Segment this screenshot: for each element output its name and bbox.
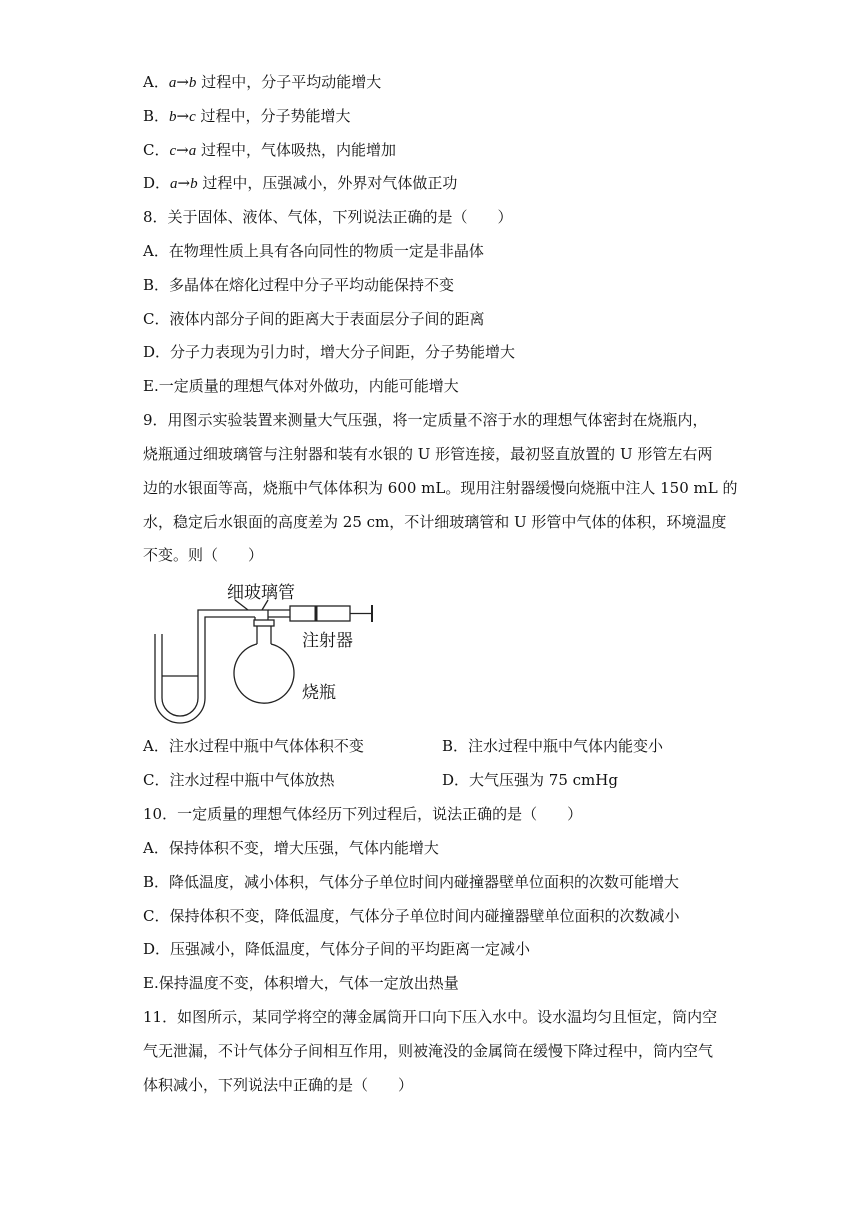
syringe-barrel xyxy=(290,606,350,621)
glass-tube-lower xyxy=(205,617,255,656)
apparatus-figure xyxy=(150,576,390,726)
q11-stem-line-3: 体积减小，下列说法中正确的是（ ） xyxy=(143,1076,414,1094)
flask-bulb xyxy=(234,644,294,703)
q9-option-d: D．大气压强为 75 cmHg xyxy=(442,771,618,789)
q8-stem: 8．关于固体、液体、气体，下列说法正确的是（ ） xyxy=(143,208,513,226)
flask-label: 烧瓶 xyxy=(302,683,336,703)
q9-stem-line-2: 烧瓶通过细玻璃管与注射器和装有水银的 U 形管连接，最初竖直放置的 U 形管左右两 xyxy=(143,445,713,463)
q8-option-c: C．液体内部分子间的距离大于表面层分子间的距离 xyxy=(143,310,485,328)
q9-stem-line-1: 9．用图示实验装置来测量大气压强，将一定质量不溶于水的理想气体密封在烧瓶内， xyxy=(143,411,708,429)
q7-option-c: C．c→a 过程中，气体吸热，内能增加 xyxy=(143,141,397,159)
q10-option-a: A．保持体积不变，增大压强，气体内能增大 xyxy=(143,839,439,857)
glass-tube-label: 细玻璃管 xyxy=(227,583,295,603)
q10-option-d: D．压强减小，降低温度，气体分子间的平均距离一定减小 xyxy=(143,940,531,958)
q8-option-d: D．分子力表现为引力时，增大分子间距，分子势能增大 xyxy=(143,343,516,361)
q9-stem-line-5: 不变。则（ ） xyxy=(143,546,264,564)
q10-option-e: E.保持温度不变，体积增大，气体一定放出热量 xyxy=(143,974,459,992)
q8-option-e: E.一定质量的理想气体对外做功，内能可能增大 xyxy=(143,377,459,395)
syringe-label: 注射器 xyxy=(302,631,353,651)
q8-option-b: B．多晶体在熔化过程中分子平均动能保持不变 xyxy=(143,276,455,294)
q9-option-c: C．注水过程中瓶中气体放热 xyxy=(143,771,335,789)
q9-option-b: B．注水过程中瓶中气体内能变小 xyxy=(442,737,664,755)
q7-option-b: B．b→c 过程中，分子势能增大 xyxy=(143,107,351,125)
q10-option-c: C．保持体积不变，降低温度，气体分子单位时间内碰撞器壁单位面积的次数减小 xyxy=(143,907,680,925)
q9-stem-line-3: 边的水银面等高，烧瓶中气体体积为 600 mL。现用注射器缓慢向烧瓶中注人 150 mL 的 xyxy=(143,479,738,497)
q8-option-a: A．在物理性质上具有各向同性的物质一定是非晶体 xyxy=(143,242,484,260)
q7-option-a: A．a→b 过程中，分子平均动能增大 xyxy=(143,73,382,91)
q10-stem: 10．一定质量的理想气体经历下列过程后，说法正确的是（ ） xyxy=(143,805,583,823)
q11-stem-line-1: 11．如图所示，某同学将空的薄金属筒开口向下压入水中。设水温均匀且恒定，筒内空 xyxy=(143,1008,718,1026)
q11-stem-line-2: 气无泄漏，不计气体分子间相互作用，则被淹没的金属筒在缓慢下降过程中，筒内空气 xyxy=(143,1042,714,1060)
u-tube-inner xyxy=(162,634,198,716)
q9-stem-line-4: 水，稳定后水银面的高度差为 25 cm，不计细玻璃管和 U 形管中气体的体积，环境温度 xyxy=(143,513,727,531)
q10-option-b: B．降低温度，减小体积，气体分子单位时间内碰撞器壁单位面积的次数可能增大 xyxy=(143,873,680,891)
q9-option-a: A．注水过程中瓶中气体体积不变 xyxy=(143,737,364,755)
flask-stopper xyxy=(254,620,274,626)
q7-option-d: D．a→b 过程中，压强减小，外界对气体做正功 xyxy=(143,174,458,192)
